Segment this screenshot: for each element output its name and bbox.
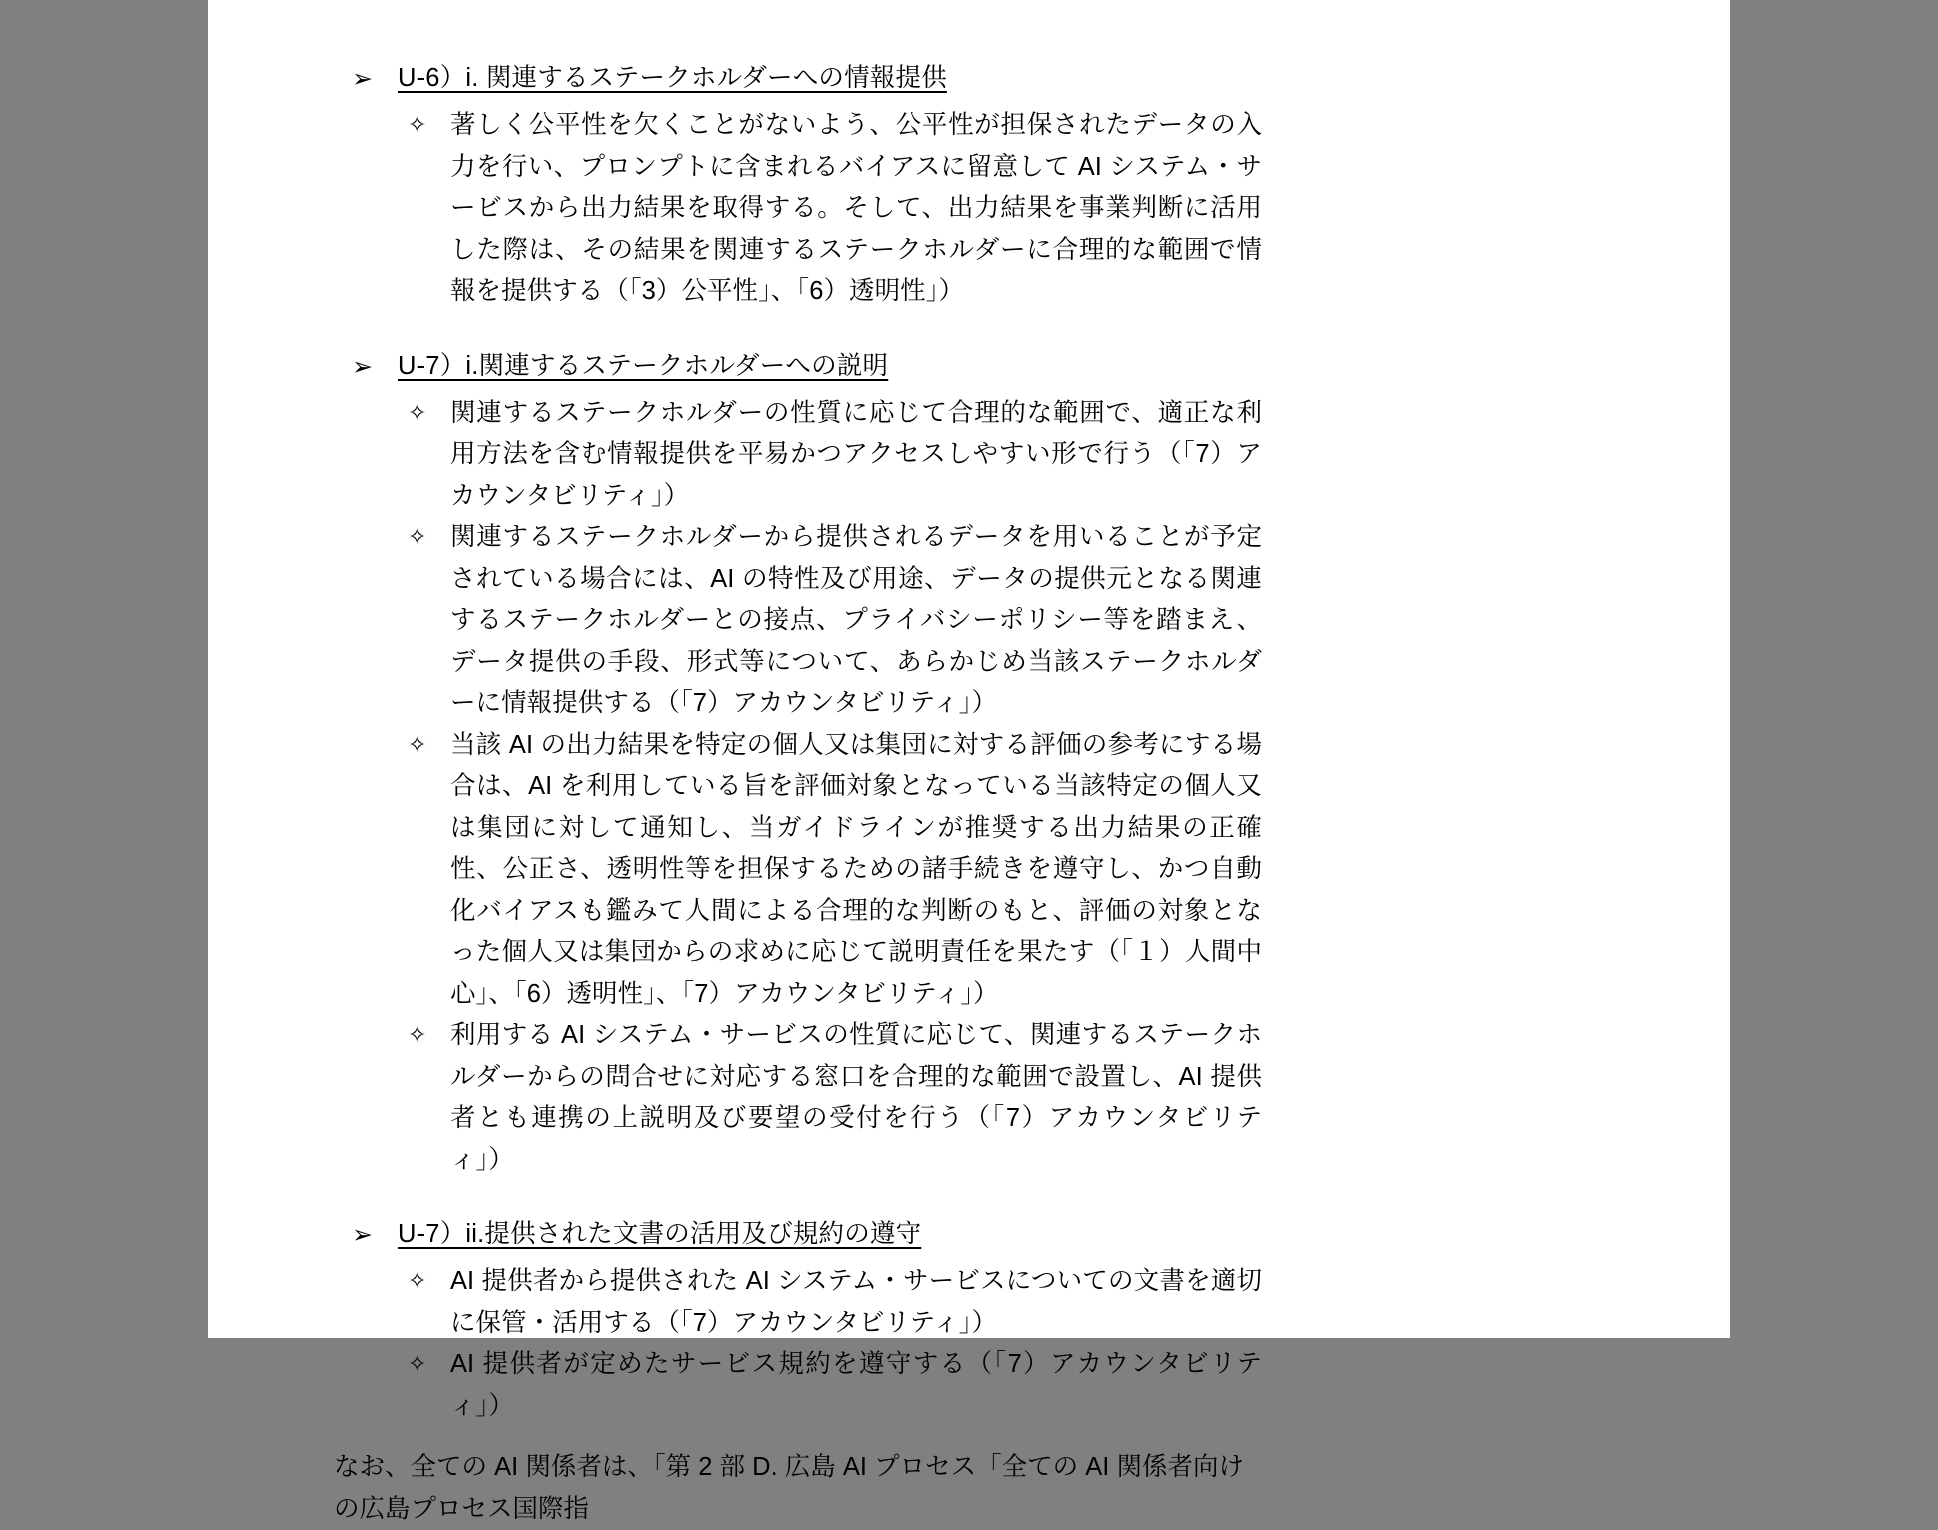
bullet-text: AI 提供者から提供された AI システム・サービスについての文書を適切に保管・活用する（「7）アカウンタビリティ」）: [450, 1267, 1262, 1337]
closing-paragraph: なお、全ての AI 関係者は、「第 2 部 D. 広島 AI プロセス「全ての AI 関係者向けの広島プロセス国際指: [334, 1453, 1244, 1523]
section-heading-u7-ii: U-7）ii.提供された文書の活用及び規約の遵守: [398, 1220, 922, 1248]
bullet-text: AI 提供者が定めたサービス規約を遵守する（「7）アカウンタビリティ」）: [450, 1350, 1262, 1420]
bullet-item: [408, 105, 1730, 313]
section-heading-u6-i: U-6）i. 関連するステークホルダーへの情報提供: [398, 64, 947, 92]
section-u7-i: [208, 346, 1730, 1182]
section-u6-i: [208, 58, 1730, 313]
arrow-bullet-icon: ➢: [352, 351, 373, 381]
section-heading-row: [352, 1214, 1730, 1255]
document-page: [208, 0, 1730, 1523]
arrow-bullet-icon: ➢: [352, 64, 373, 93]
section-heading-u7-i: U-7）i.関連するステークホルダーへの説明: [398, 351, 889, 380]
bullet-item: [408, 725, 1730, 1016]
section-heading-row: [352, 346, 1730, 387]
diamond-bullet-icon: ✧: [408, 400, 427, 426]
bullet-item: [408, 1344, 1730, 1427]
paragraph-spacer: [208, 1427, 1730, 1447]
section-spacer: [208, 313, 1730, 346]
arrow-bullet-icon: ➢: [352, 1220, 373, 1249]
section-spacer: [208, 1181, 1730, 1214]
bullet-item: [408, 393, 1730, 518]
bullet-text: 当該 AI の出力結果を特定の個人又は集団に対する評価の参考にする場合は、AI を利用している旨を評価対象となっている当該特定の個人又は集団に対して通知し、当ガイドラインが推奨する出力結果の正確性、公正さ、透明性等を担保するための諸手続きを遵守し、かつ自動化バイアスも鑑みて人間による合理的な判断のもと、評価の対象となった個人又は集団からの求めに応じて説明責任を果たす（「１）人間中心」、「6）透明性」、「7）アカウンタビリティ」）: [450, 730, 1262, 1008]
diamond-bullet-icon: ✧: [408, 732, 427, 758]
document-content: [208, 0, 1730, 1530]
bullet-text: 著しく公平性を欠くことがないよう、公平性が担保されたデータの入力を行い、プロンプトに含まれるバイアスに留意して AI システム・サービスから出力結果を取得する。そして、出力結果を事業判断に活用した際は、その結果を関連するステークホルダーに合理的な範囲で情報を提供する（「3）公平性」、「6）透明性」）: [450, 111, 1262, 305]
section-u7-ii: [208, 1214, 1730, 1427]
diamond-bullet-icon: ✧: [408, 1269, 427, 1294]
section-heading-row: [352, 58, 1730, 99]
bullet-item: [408, 517, 1730, 725]
diamond-bullet-icon: ✧: [408, 1352, 427, 1377]
diamond-bullet-icon: ✧: [408, 1023, 427, 1048]
bullet-item: [408, 1015, 1730, 1181]
diamond-bullet-icon: ✧: [408, 525, 427, 550]
diamond-bullet-icon: ✧: [408, 113, 427, 138]
bullet-text: 関連するステークホルダーから提供されるデータを用いることが予定されている場合には、AI の特性及び用途、データの提供元となる関連するステークホルダーとの接点、プライバシーポリシー等を踏まえ、データ提供の手段、形式等について、あらかじめ当該ステークホルダーに情報提供する（「7）アカウンタビリティ」）: [450, 523, 1262, 717]
bullet-text: 利用する AI システム・サービスの性質に応じて、関連するステークホルダーからの問合せに対応する窓口を合理的な範囲で設置し、AI 提供者とも連携の上説明及び要望の受付を行う（「7）アカウンタビリティ」）: [450, 1021, 1262, 1174]
bullet-item: [408, 1261, 1730, 1344]
bullet-text: 関連するステークホルダーの性質に応じて合理的な範囲で、適正な利用方法を含む情報提供を平易かつアクセスしやすい形で行う（「7）アカウンタビリティ」）: [450, 398, 1262, 510]
